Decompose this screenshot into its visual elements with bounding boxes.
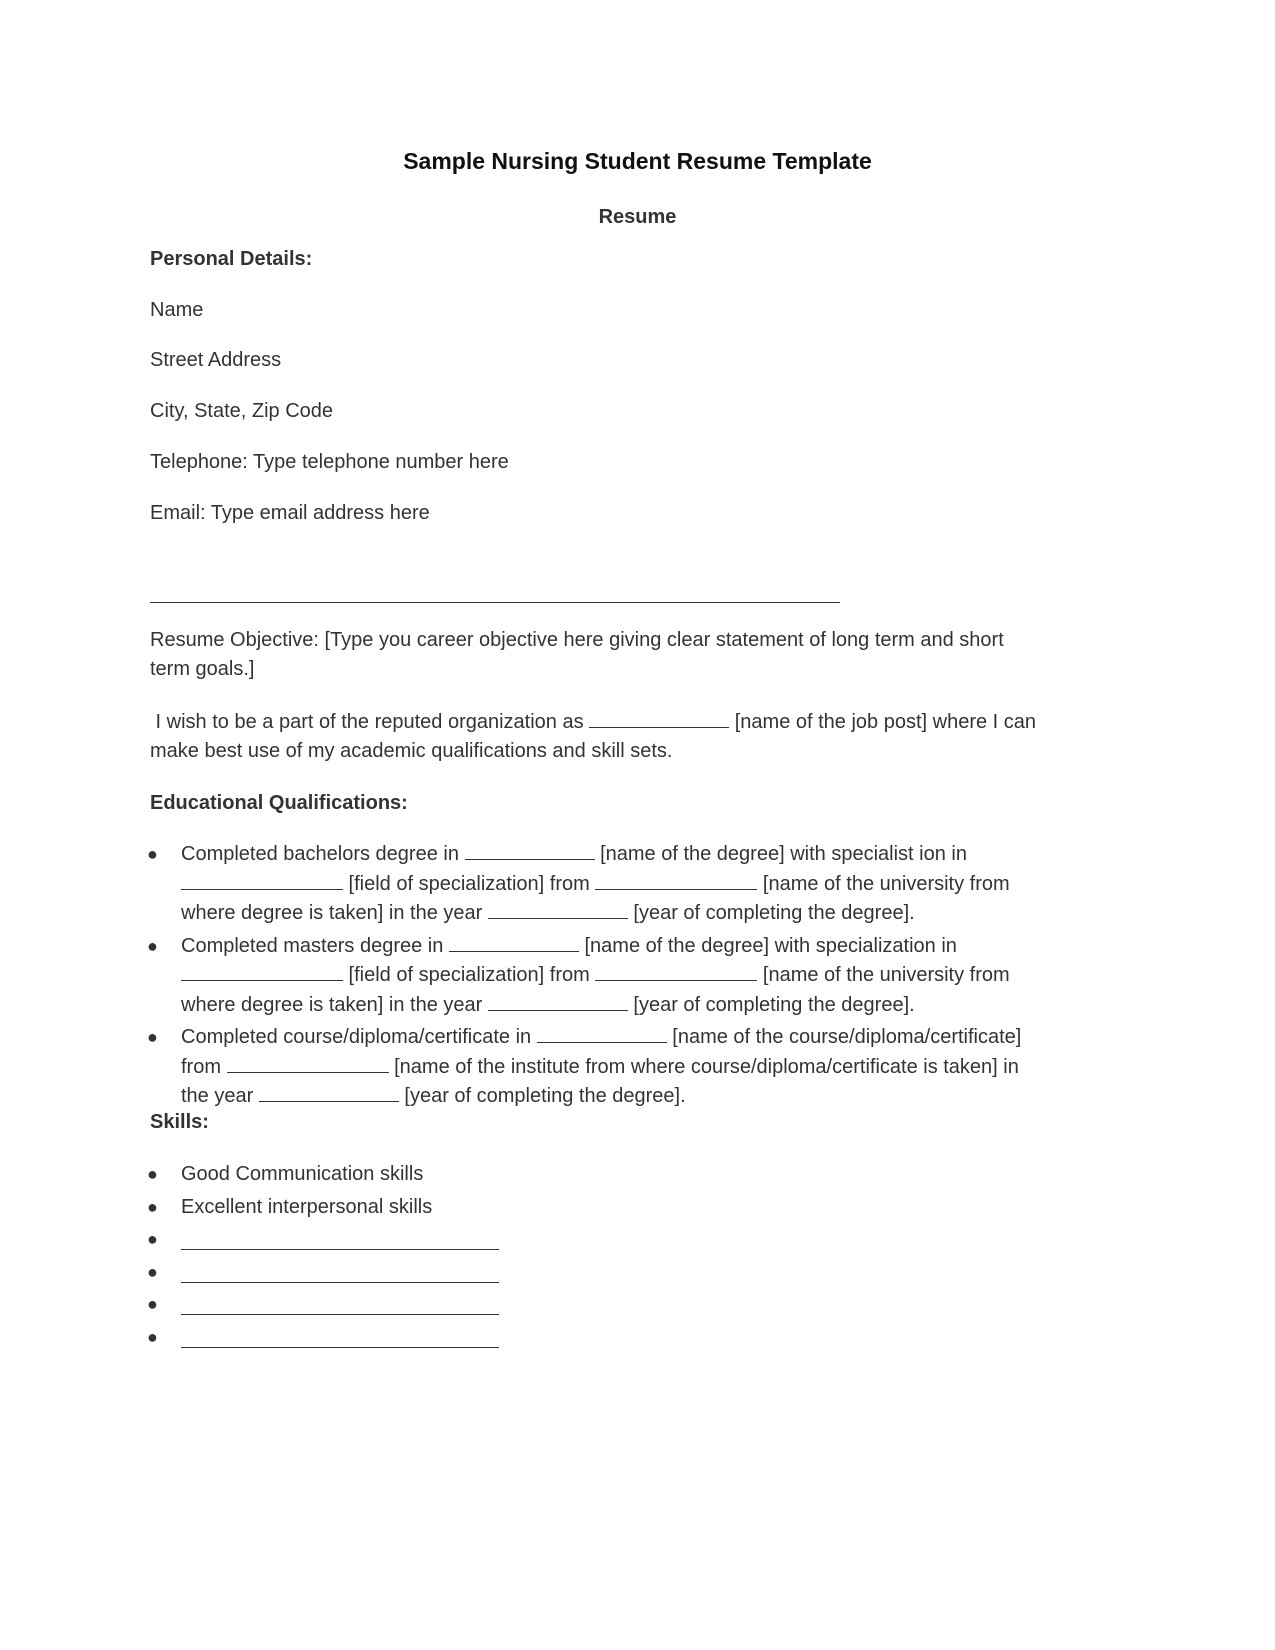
skill-item-blank	[147, 1321, 1130, 1354]
job-post-blank	[589, 709, 729, 728]
edu-text: Completed bachelors degree in	[181, 843, 465, 865]
skill-item-blank	[147, 1256, 1130, 1289]
university-blank	[595, 962, 757, 981]
education-item-course	[147, 1023, 1130, 1112]
edu-text: [name of the degree] with specialist ion in	[594, 843, 967, 865]
year-blank	[488, 992, 628, 1011]
document-subtitle: Resume	[598, 206, 677, 228]
personal-telephone: Telephone: Type telephone number here	[150, 451, 509, 473]
edu-text: [field of specialization] from	[343, 964, 596, 986]
skill-text: Good Communication skills	[181, 1163, 424, 1185]
bullet-icon: ●	[147, 844, 158, 864]
edu-text: [field of specialization] from	[343, 872, 596, 895]
section-divider	[150, 602, 840, 603]
degree-blank	[449, 933, 579, 952]
edu-text: Completed course/diploma/certificate in	[181, 1026, 537, 1048]
year-blank	[259, 1083, 399, 1102]
personal-name: Name	[150, 299, 204, 321]
edu-text: [year of completing the degree].	[627, 993, 915, 1016]
wish-text-b: [name of the job post] where I can	[729, 711, 1037, 733]
university-blank	[595, 871, 757, 890]
wish-text-c: make best use of my academic qualifications and skill sets.	[150, 740, 673, 762]
skills-list	[147, 1158, 1130, 1353]
edu-text: [name of the institute from where course/diploma/certificate is taken] in	[388, 1055, 1019, 1078]
bullet-icon: ●	[147, 1229, 158, 1249]
wish-text-a: I wish to be a part of the reputed organization as	[150, 711, 590, 733]
edu-text: where degree is taken] in the year	[181, 902, 488, 924]
objective-wish	[150, 708, 1130, 766]
bullet-icon: ●	[147, 935, 158, 956]
skills-heading: Skills:	[150, 1111, 209, 1133]
degree-blank	[465, 841, 595, 860]
skill-blank-line	[181, 1288, 499, 1315]
institute-blank	[227, 1054, 389, 1073]
year-blank	[488, 900, 628, 919]
personal-email: Email: Type email address here	[150, 502, 430, 524]
bullet-icon: ●	[147, 1261, 158, 1282]
edu-text: Completed masters degree in	[181, 934, 449, 957]
edu-text: from	[181, 1055, 227, 1078]
specialization-blank	[181, 871, 343, 890]
bullet-icon: ●	[147, 1164, 158, 1184]
skill-item-blank	[147, 1288, 1130, 1321]
skill-blank-line	[181, 1223, 499, 1250]
skill-item-blank	[147, 1223, 1130, 1256]
skill-item	[147, 1191, 1130, 1224]
edu-text: [year of completing the degree].	[398, 1085, 686, 1107]
education-item-masters	[147, 932, 1130, 1021]
skill-text: Excellent interpersonal skills	[181, 1195, 433, 1218]
education-heading: Educational Qualifications:	[150, 792, 408, 814]
objective-line-1: Resume Objective: [Type you career objective here giving clear statement of long term and short	[150, 629, 1004, 651]
document-title: Sample Nursing Student Resume Template	[403, 148, 872, 174]
skill-blank-line	[181, 1321, 499, 1348]
edu-text: where degree is taken] in the year	[181, 993, 488, 1016]
resume-objective	[150, 626, 1130, 684]
bullet-icon: ●	[147, 1294, 158, 1314]
skill-blank-line	[181, 1256, 499, 1283]
edu-text: the year	[181, 1085, 259, 1107]
skill-item	[147, 1158, 1130, 1191]
personal-city: City, State, Zip Code	[150, 400, 334, 422]
objective-line-2: term goals.]	[150, 658, 255, 680]
education-item-bachelors	[147, 840, 1130, 929]
personal-details-heading: Personal Details:	[150, 248, 313, 270]
edu-text: [name of the university from	[757, 964, 1010, 986]
edu-text: [name of the course/diploma/certificate]	[666, 1026, 1022, 1048]
edu-text: [name of the degree] with specialization in	[578, 934, 957, 957]
bullet-icon: ●	[147, 1326, 158, 1347]
edu-text: [name of the university from	[757, 872, 1010, 895]
bullet-icon: ●	[147, 1196, 158, 1217]
specialization-blank	[181, 962, 343, 981]
personal-street: Street Address	[150, 349, 282, 371]
education-list	[147, 840, 1130, 1112]
course-blank	[537, 1024, 667, 1043]
bullet-icon: ●	[147, 1027, 158, 1047]
edu-text: [year of completing the degree].	[627, 902, 915, 924]
